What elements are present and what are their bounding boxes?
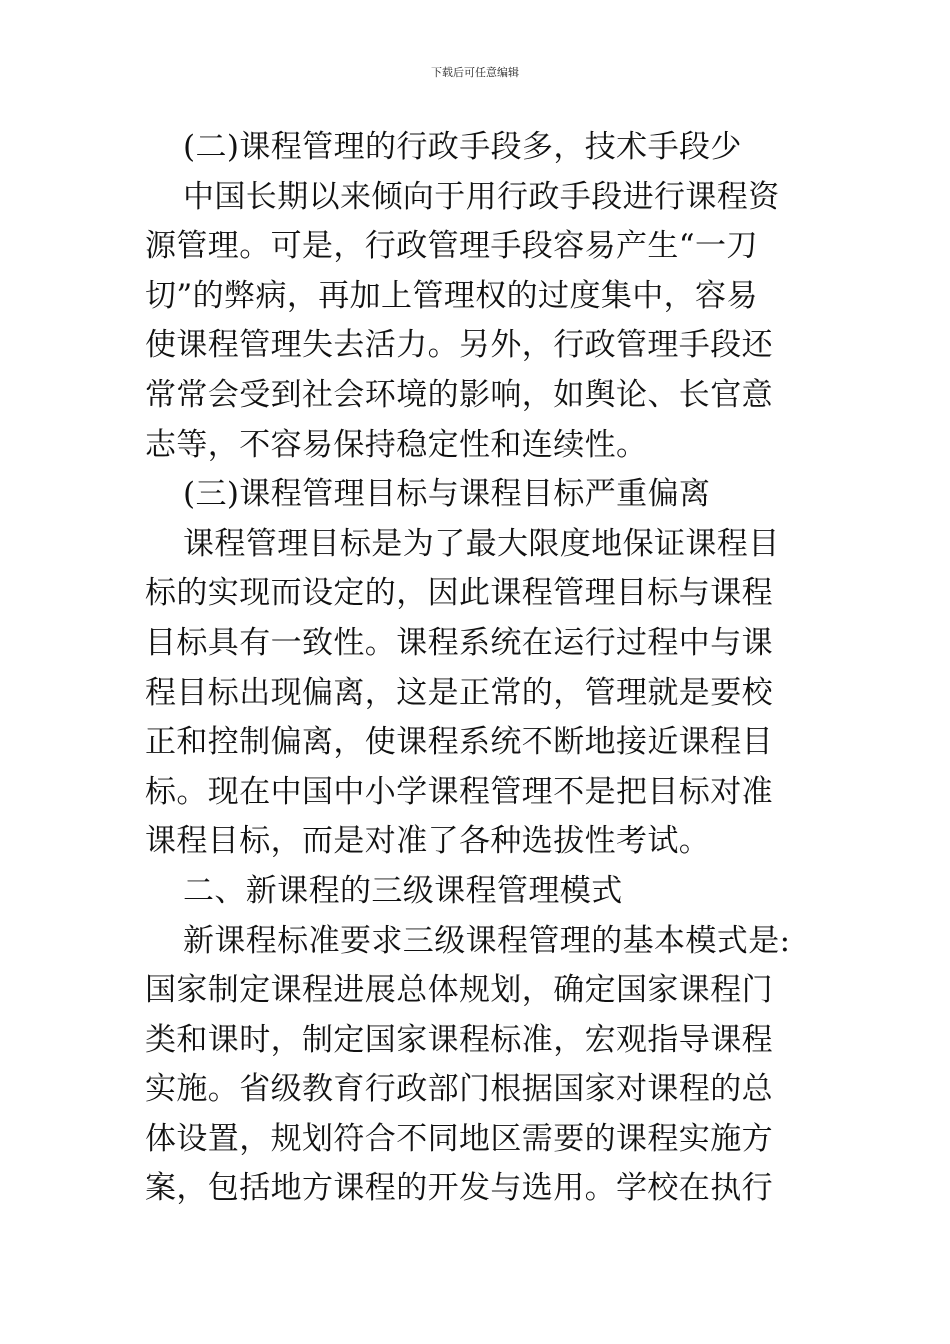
text-line: 标的实现而设定的，因此课程管理目标与课程 bbox=[145, 575, 773, 612]
text-line: 新课程标准要求三级课程管理的基本模式是: bbox=[183, 922, 791, 959]
text-line: 课程目标，而是对准了各种选拔性考试。 bbox=[145, 823, 711, 860]
text-line: 类和课时，制定国家课程标准，宏观指导课程 bbox=[145, 1021, 773, 1058]
text-line: 标。现在中国中小学课程管理不是把目标对准 bbox=[145, 773, 773, 810]
text-line: (三)课程管理目标与课程目标严重偏离 bbox=[183, 476, 711, 513]
header-note: 下载后可任意编辑 bbox=[431, 66, 519, 79]
text-line: 常常会受到社会环境的影响，如舆论、长官意 bbox=[145, 376, 773, 413]
text-line: 切”的弊病，再加上管理权的过度集中，容易 bbox=[145, 277, 758, 314]
text-line: 二、新课程的三级课程管理模式 bbox=[183, 872, 623, 909]
text-line: 志等，不容易保持稳定性和连续性。 bbox=[145, 426, 648, 463]
text-line: 程目标出现偏离，这是正常的，管理就是要校 bbox=[145, 674, 773, 711]
text-line: 使课程管理失去活力。另外，行政管理手段还 bbox=[145, 327, 773, 364]
text-line: 实施。省级教育行政部门根据国家对课程的总 bbox=[145, 1071, 773, 1108]
text-line: 国家制定课程进展总体规划，确定国家课程门 bbox=[145, 972, 773, 1009]
text-line: 正和控制偏离，使课程系统不断地接近课程目 bbox=[145, 724, 773, 761]
document-body bbox=[145, 123, 795, 1214]
text-line: 体设置，规划符合不同地区需要的课程实施方 bbox=[145, 1120, 773, 1157]
text-line: (二)课程管理的行政手段多，技术手段少 bbox=[183, 129, 742, 165]
text-line: 目标具有一致性。课程系统在运行过程中与课 bbox=[145, 624, 773, 661]
text-line: 中国长期以来倾向于用行政手段进行课程资 bbox=[183, 178, 780, 215]
text-line: 案，包括地方课程的开发与选用。学校在执行 bbox=[145, 1170, 773, 1207]
text-line: 源管理。可是，行政管理手段容易产生“一刀 bbox=[145, 228, 758, 265]
text-line: 课程管理目标是为了最大限度地保证课程目 bbox=[183, 525, 780, 562]
